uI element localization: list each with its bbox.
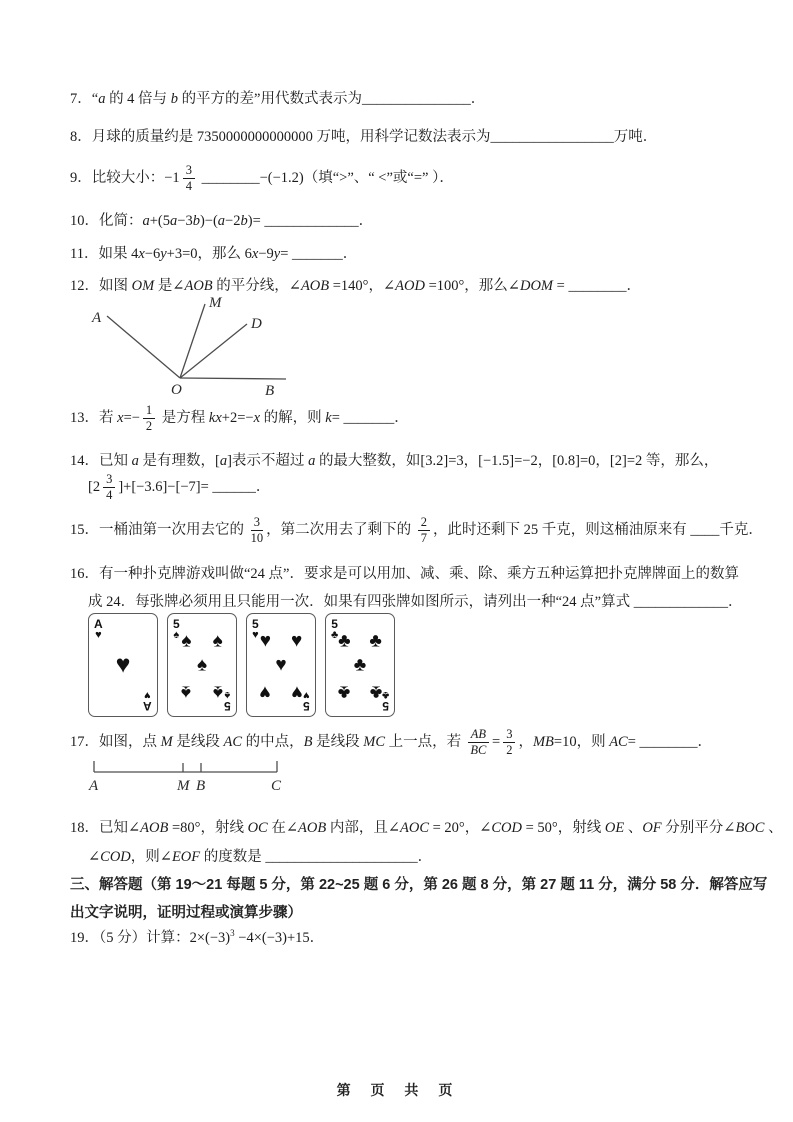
card-rank: 5 [224,699,231,713]
question-17: 17．如图，点 M 是线段 AC 的中点，B 是线段 MC 上一点，若 $\frac{AB}{BC}$ = $\frac{3}{2}$ ，MB=10，则 AC= ________． [70,727,713,758]
card-rank: A [94,617,103,631]
club-pip-icon: ♣ [369,681,382,703]
playing-cards-figure [88,613,395,717]
label-M: M [209,295,222,311]
question-15: 15．一桶油第一次用去它的 $\frac{3}{10}$ ，第二次用去了剩下的 $\frac{2}{7}$ ，此时还剩下 25 千克，则这桶油原来有 ____千克． [70,515,763,546]
question-9: 9．比较大小：−1 $\frac{3}{4}$ ________−(−1.2)（填“>”、“ <”或“=” ）． [70,163,454,194]
card-corner [252,618,259,641]
label-B: B [265,383,275,399]
card-rank: 5 [303,699,310,713]
playing-card-ace-of-hearts [88,613,158,717]
playing-card-five-of-hearts [246,613,316,717]
card-corner [143,689,152,712]
question-12: 12．如图 OM 是∠AOB 的平分线，∠AOB =140°，∠AOD =100°，那么∠DOM = ________． [70,278,641,294]
club-suit-icon: ♣ [331,629,339,641]
heart-suit-icon: ♥ [144,689,151,701]
section-3-header-line-2: 出文字说明，证明过程或演算步骤） [70,905,302,921]
spade-pip-icon: ♠ [181,681,192,703]
question-11: 11．如果 4x−6y+3=0，那么 6x−9y= _______． [70,246,358,262]
section-3-header-line-1: 三、解答题（第 19～21 每题 5 分，第 22~25 题 6 分，第 26 题 8 分，第 27 题 11 分，满分 58 分．解答应写 [70,877,768,893]
heart-pip-icon: ♥ [259,630,271,652]
club-pip-icon: ♣ [338,630,351,652]
question-7: 7．“a 的 4 倍与 b 的平方的差”用代数式表示为_______________． [70,91,486,107]
question-18-line-2: ∠COD，则∠EOF 的度数是 _____________________． [88,849,433,865]
spade-suit-icon: ♠ [173,629,180,641]
heart-pip-icon: ♥ [290,630,303,652]
card-corner [303,689,310,712]
spade-pip-icon: ♠ [181,630,192,652]
playing-card-five-of-spades [167,613,237,717]
question-16-line-2: 成 24．每张牌必须用且只能用一次．如果有四张牌如图所示，请列出一种“24 点”算式 _____________． [88,594,743,610]
card-rank: A [143,699,152,713]
label-B: B [196,778,206,794]
label-O: O [171,382,182,398]
club-pip-icon: ♣ [369,630,382,652]
question-8: 8．月球的质量约是 7350000000000000 万吨，用科学记数法表示为_________________万吨． [70,129,658,145]
heart-pip-icon: ♥ [275,654,287,676]
question-14-line-2: [2 $\frac{3}{4}$ ]+[−3.6]−[−7]= ______． [88,472,271,503]
card-rank: 5 [331,617,338,631]
card-rank: 5 [252,617,259,631]
card-corner [224,689,231,712]
segment-figure [82,756,297,801]
club-suit-icon: ♣ [381,689,389,701]
page-footer: 第 页 共 页 [336,1082,457,1098]
question-13: 13．若 x=− $\frac{1}{2}$ 是方程 kx+2=−x 的解，则 k= _______． [70,403,409,434]
card-rank: 5 [173,617,180,631]
angle-figure [78,292,313,409]
question-14-line-1: 14．已知 a 是有理数，[a]表示不超过 a 的最大整数，如[3.2]=3，[−1.5]=−2，[0.8]=0，[2]=2 等，那么， [70,453,719,469]
spade-pip-icon: ♠ [212,630,223,652]
question-18-line-1: 18．已知∠AOB =80°，射线 OC 在∠AOB 内部，且∠AOC = 20°，∠COD = 50°，射线 OE 、OF 分别平分∠BOC 、 [70,820,783,836]
heart-pip-icon: ♥ [259,681,271,703]
question-10: 10．化简：a+(5a−3b)−(a−2b)= _____________． [70,213,374,229]
club-pip-icon: ♣ [338,681,351,703]
heart-pip-icon: ♥ [290,681,303,703]
ray-OB [180,378,286,379]
question-19: 19．（5 分）计算：$2\times(-3)^3 -4\times(-3)+15$． [70,928,325,946]
ray-OD [180,324,247,378]
card-rank: 5 [382,699,389,713]
label-A: A [89,778,99,794]
card-corner [382,689,389,712]
heart-suit-icon: ♥ [303,689,310,701]
label-M: M [177,778,190,794]
heart-pip-icon: ♥ [115,651,131,679]
ray-OM [180,304,205,378]
club-pip-icon: ♣ [353,654,367,676]
label-A: A [92,310,102,326]
spade-suit-icon: ♠ [224,689,231,701]
label-C: C [271,778,282,794]
spade-pip-icon: ♠ [212,681,223,703]
heart-suit-icon: ♥ [252,629,259,641]
question-16-line-1: 16．有一种扑克牌游戏叫做“24 点”．要求是可以用加、减、乘、除、乘方五种运算把扑克牌牌面上的数算 [70,566,739,582]
card-corner [173,618,180,641]
heart-suit-icon: ♥ [95,629,102,641]
label-D: D [251,316,262,332]
ray-OA [107,316,180,378]
card-corner [94,618,103,641]
card-corner [331,618,338,641]
spade-pip-icon: ♠ [196,654,208,676]
playing-card-five-of-clubs [325,613,395,717]
